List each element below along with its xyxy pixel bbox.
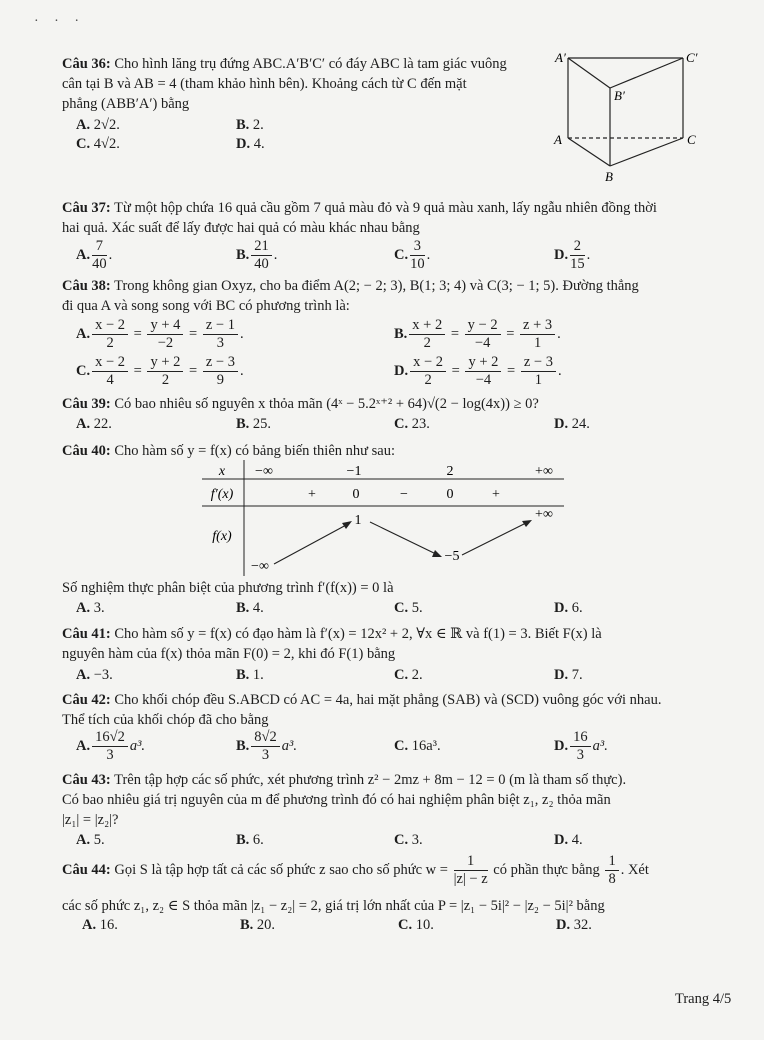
option-label: A. [76,832,91,848]
option-text: 22. [93,416,112,432]
q37-line1: Từ một hộp chứa 16 quả cầu gồm 7 quả màu đỏ và 9 quả màu xanh, lấy ngẫu nhiên đồng thời [110,200,657,216]
q41-option-b[interactable] [236,667,264,684]
q44-option-a[interactable] [82,917,118,934]
q39-options [76,416,716,436]
option-text: 4. [253,136,265,152]
q44-line2 [62,896,712,916]
q36-option-a[interactable] [76,117,120,134]
q44-option-c[interactable] [398,917,434,934]
q41-option-c[interactable] [394,667,423,684]
question-43 [62,770,712,830]
option-label: D. [394,362,409,379]
option-label: A. [76,246,91,263]
option-label: A. [76,117,91,133]
option-text: 20. [256,917,276,933]
option-text: −3. [93,667,113,683]
q37-line2: hai quả. Xác suất để lấy được hai quả có màu khác nhau bằng [62,220,420,236]
option-text: 7. [571,667,583,683]
q44-option-b[interactable] [240,917,275,934]
frac-den: 2 [106,335,114,351]
q43-head: Câu 43: [62,772,111,788]
q44-mid: có phần thực bằng [493,861,600,878]
q44-line2-text: các số phức z₁, z₂ ∈ S thỏa mãn |z₁ − z₂| = 2, giá trị lớn nhất của P = |z₁ − 5i|² − |z₂ − 5i|² bằng [62,898,605,914]
label-c: C [687,132,696,147]
q41-option-d[interactable] [554,667,583,684]
q37-head: Câu 37: [62,200,111,216]
frac-num: x − 2 [92,354,128,372]
frac-num: 16 [570,729,591,747]
label-b1: B′ [614,88,625,103]
frac-num: 3 [410,238,425,256]
q38-head: Câu 38: [62,278,111,294]
option-text: 3. [411,832,423,848]
option-label: B. [394,325,408,342]
frac-num: 8√2 [251,729,279,747]
q42-option-d[interactable] [554,729,608,764]
question-36 [62,54,542,114]
q43-line2: Có bao nhiêu giá trị nguyên của m để phương trình đó có hai nghiệm phân biệt z₁, z₂ thỏa mãn [62,792,611,808]
tbl-sign-0: + [308,487,316,502]
option-text: 25. [252,416,272,432]
label-b: B [605,169,613,184]
q41-option-a[interactable] [76,667,113,684]
frac-num: y − 2 [465,317,501,335]
frac-num: 2 [570,238,585,256]
q36-head: Câu 36: [62,56,111,72]
question-40 [62,441,712,461]
question-42 [62,690,712,730]
q41-options [76,667,716,687]
frac-den: −2 [157,335,174,351]
q40-options [76,600,716,620]
q43-line3: |z₁| = |z₂|? [62,812,119,828]
option-label: B. [236,667,250,683]
q36-option-c[interactable] [76,136,120,153]
frac-num: y + 2 [147,354,183,372]
option-label: C. [394,416,409,432]
q40-option-b[interactable] [236,600,264,617]
q41-line1: Cho hàm số y = f(x) có đạo hàm là f′(x) = 12x² + 2, ∀x ∈ ℝ và f(1) = 3. Biết F(x) là [110,626,602,642]
option-label: C. [394,832,409,848]
tbl-sign-3: 0 [446,487,454,502]
tbl-fp-label: f′(x) [210,487,234,502]
option-label: C. [394,738,409,754]
frac-den: |z| − z [453,871,488,887]
q37-option-c[interactable]: C. $\frac{3}{10}$ . [394,238,431,272]
q38-option-d[interactable]: D. $\frac{x - 2}{2}$ = $\frac{y + 2}{-4}$ = $\frac{z - 3}{1}$ . [394,354,562,388]
frac-den: 4 [106,372,114,388]
tbl-sign-1: 0 [352,487,360,502]
option-text: 2√2. [93,117,120,133]
q40-option-c[interactable] [394,600,423,617]
q37-option-d[interactable]: D. $\frac{2}{15}$ . [554,238,591,272]
option-text: 6. [252,832,264,848]
question-37 [62,198,712,238]
q40-head: Câu 40: [62,443,111,459]
option-label: A. [76,416,91,432]
frac-num: x − 2 [410,354,446,372]
q44-options [76,917,716,937]
frac-num: x + 2 [409,317,445,335]
frac-den: 3 [576,747,584,763]
frac-num: 16√2 [92,729,128,747]
option-label: D. [554,246,569,263]
frac-den: −4 [475,372,492,388]
q37-option-a[interactable]: A. $\frac{7}{40}$ . [76,238,113,272]
q42-head: Câu 42: [62,692,111,708]
q39-option-a[interactable] [76,416,112,433]
option-text: 16. [99,917,118,933]
q43-option-b[interactable] [236,832,264,849]
option-label: B. [236,246,250,263]
q42-line2: Thể tích của khối chóp đã cho bằng [62,712,269,728]
frac-den: 1 [534,372,543,388]
tbl-f-3: +∞ [535,507,553,522]
tbl-f-0: −∞ [251,559,269,574]
option-text: 5. [411,600,423,616]
option-label: B. [236,416,250,432]
option-label: A. [82,917,97,933]
option-label: B. [236,832,250,848]
option-label: D. [554,832,569,848]
q39-option-c[interactable] [394,416,430,433]
option-label: C. [394,600,409,616]
option-tail: a³. [592,737,608,754]
label-c1: C′ [686,50,698,65]
q42-option-b[interactable] [236,729,297,764]
frac-num: 1 [605,853,618,871]
option-label: B. [240,917,254,933]
option-text: 4. [252,600,264,616]
frac-num: x − 2 [92,317,128,335]
option-text: 1. [252,667,264,683]
page-number: Trang 4/5 [675,991,732,1007]
q40-line1: Cho hàm số y = f(x) có bảng biến thiên như sau: [110,443,395,459]
frac-den: 3 [216,335,225,351]
frac-den: 9 [216,372,225,388]
frac-num: y + 4 [147,317,183,335]
option-label: A. [76,737,91,754]
q44-head: Câu 44: [62,861,111,878]
label-a1: A′ [555,50,566,65]
frac-den: 8 [608,871,616,887]
tbl-x-label: x [218,464,226,479]
option-label: D. [554,600,569,616]
frac-num: z − 1 [203,317,238,335]
q39-option-d[interactable] [554,416,590,433]
question-44 [62,853,649,888]
q42-option-c[interactable] [394,738,441,755]
frac-num: y + 2 [465,354,501,372]
option-label: D. [554,667,569,683]
q39-head: Câu 39: [62,396,111,412]
tbl-x-2: 2 [446,464,454,479]
q43-option-d[interactable] [554,832,583,849]
option-text: 2. [411,667,423,683]
variation-table [200,460,566,576]
option-text: 2. [252,117,264,133]
tbl-f-1: 1 [354,513,362,528]
frac-den: 15 [570,256,585,272]
option-text: 10. [415,917,434,933]
option-label: D. [556,917,571,933]
frac-den: 2 [161,372,170,388]
q36-line3: phẳng (ABB′A′) bằng [62,96,190,112]
option-label: A. [76,667,91,683]
option-label: C. [398,917,413,933]
frac-den: 3 [106,747,114,763]
q36-option-b[interactable] [236,117,264,134]
option-text: 4√2. [93,136,120,152]
tbl-x-1: −1 [346,464,362,479]
q37-option-b[interactable]: B. $\frac{21}{40}$ . [236,238,278,272]
option-text: 4. [571,832,583,848]
option-label: C. [394,667,409,683]
label-a: A [554,132,562,147]
option-label: A. [76,600,91,616]
option-label: D. [236,136,251,152]
option-tail: a³. [281,737,297,754]
option-label: D. [554,416,569,432]
q44-pre: Gọi S là tập hợp tất cả các số phức z sao cho số phức w = [110,861,448,878]
option-text: 16a³. [411,738,441,754]
q43-options [76,832,716,852]
q40-option-d[interactable] [554,600,583,617]
frac-den: 40 [92,256,107,272]
q36-option-d[interactable] [236,136,265,153]
tbl-f-label: f(x) [212,529,232,544]
q38-line2: đi qua A và song song với BC có phương trình là: [62,298,350,314]
frac-num: 1 [454,853,488,871]
frac-num: z + 3 [520,317,555,335]
frac-num: z − 3 [203,354,238,372]
frac-den: 2 [423,335,431,351]
prism-figure [548,48,708,188]
frac-num: 21 [251,238,272,256]
frac-den: 10 [410,256,425,272]
frac-den: −4 [474,335,491,351]
option-label: C. [76,136,91,152]
option-text: 32. [573,917,592,933]
option-label: B. [236,117,250,133]
tbl-x-0: −∞ [255,464,273,479]
q37-options [76,238,716,276]
q39-option-b[interactable] [236,416,271,433]
q36-line1: Cho hình lăng trụ đứng ABC.A′B′C′ có đáy ABC là tam giác vuông [110,56,507,72]
option-label: B. [236,737,250,754]
option-text: 6. [571,600,583,616]
q40-option-a[interactable] [76,600,105,617]
q42-options [76,729,716,767]
q36-line2: cân tại B và AB = 4 (tham khảo hình bên). Khoảng cách từ C đến mặt [62,76,467,92]
option-label: C. [394,246,409,263]
frac-den: 2 [424,372,432,388]
q44-post: . Xét [620,861,649,878]
q38-option-a[interactable]: A. $\frac{x - 2}{2}$ = $\frac{y + 4}{-2}$ = $\frac{z - 1}{3}$ . [76,317,244,351]
corner-dots: · · · [34,14,85,29]
question-38 [62,276,712,316]
frac-num: 7 [92,238,107,256]
q38-option-c[interactable]: C. $\frac{x - 2}{4}$ = $\frac{y + 2}{2}$ = $\frac{z - 3}{9}$ . [76,354,244,388]
frac-den: 3 [261,747,270,763]
frac-den: 40 [254,256,269,272]
q41-head: Câu 41: [62,626,111,642]
q40-line2 [62,578,712,598]
option-label: C. [76,362,91,379]
option-text: 23. [411,416,430,432]
option-tail: a³. [129,737,146,754]
q41-line2: nguyên hàm của f(x) thỏa mãn F(0) = 2, khi đó F(1) bằng [62,646,396,662]
tbl-sign-4: + [492,487,500,502]
q39-line1: Có bao nhiêu số nguyên x thỏa mãn (4ˣ − 5.2ˣ⁺² + 64)√(2 − log(4x)) ≥ 0? [110,396,539,412]
q44-option-d[interactable] [556,917,592,934]
tbl-f-2: −5 [444,549,460,564]
option-label: A. [76,325,91,342]
question-41 [62,624,712,664]
q38-option-b[interactable]: B. $\frac{x + 2}{2}$ = $\frac{y - 2}{-4}$ = $\frac{z + 3}{1}$ . [394,317,561,351]
option-label: D. [554,737,569,754]
option-text: 5. [93,832,105,848]
frac-num: z − 3 [521,354,556,372]
tbl-x-3: +∞ [535,464,553,479]
option-text: 3. [93,600,105,616]
q43-option-c[interactable] [394,832,423,849]
q43-line1: Trên tập hợp các số phức, xét phương trình z² − 2mz + 8m − 12 = 0 (m là tham số thực). [110,772,627,788]
q43-option-a[interactable] [76,832,105,849]
q42-option-a[interactable] [76,729,145,764]
q38-line1: Trong không gian Oxyz, cho ba điểm A(2; − 2; 3), B(1; 3; 4) và C(3; − 1; 5). Đường thẳng [110,278,639,294]
tbl-sign-2: − [400,487,408,502]
option-text: 24. [571,416,590,432]
q40-line2-text: Số nghiệm thực phân biệt của phương trình f′(f(x)) = 0 là [62,580,394,596]
frac-den: 1 [533,335,542,351]
q42-line1: Cho khối chóp đều S.ABCD có AC = 4a, hai mặt phẳng (SAB) và (SCD) vuông góc với nhau. [110,692,662,708]
question-39 [62,394,712,414]
option-label: B. [236,600,250,616]
